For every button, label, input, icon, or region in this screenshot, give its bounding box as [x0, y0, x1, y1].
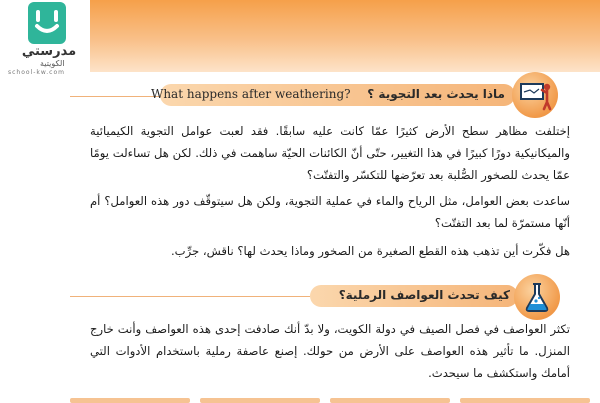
section1-header [150, 84, 515, 106]
section2-title: كيف تحدث العواصف الرملية؟ [338, 288, 510, 302]
section2-divider [70, 296, 310, 297]
section1-paragraph-2: ساعدت بعض العوامل، مثل الرياح والماء في عملية التجوية، ولكن هل سيتوقّف دور هذه العوامل؟ أم أنّها مستمرّة لما بعد التفتّت؟ [90, 194, 570, 230]
logo-name: مدرستي [21, 44, 77, 59]
teacher-board-icon [512, 72, 558, 118]
logo-mark-icon [28, 2, 66, 44]
bottom-tabs-strip [70, 398, 600, 403]
section1-paragraph-3: هل فكّرت أين تذهب هذه القطع الصغيرة من الصخور وماذا يحدث لها؟ ناقش، جرِّب. [171, 244, 570, 258]
logo-url: school-kw.com [8, 69, 65, 76]
section1-divider [70, 96, 160, 97]
logo-subtitle: الكويتية [40, 59, 65, 68]
header-band [90, 0, 600, 72]
section1-title-en: What happens after weathering? [150, 87, 351, 101]
section1-title-ar: ماذا يحدث بعد التجوية ؟ [367, 87, 505, 101]
site-logo[interactable] [4, 2, 90, 78]
section2-header [310, 285, 518, 307]
section2-paragraph: تكثر العواصف في فصل الصيف في دولة الكويت، ولا بدّ أنك صادفت إحدى هذه العواصف وأنت خارج المنزل. ما تأثير هذه العواصف على الأرض من حولك. إصنع عاصفة رملية باستخدام الأدوات التي أمامك واستكشف ما سيحدث. [90, 322, 570, 380]
section1-paragraph-1: إختلفت مظاهر سطح الأرض كثيرًا عمّا كانت عليه سابقًا. فقد لعبت عوامل التجوية الكيميائية والميكانيكية دورًا كبيرًا في هذا التغيير، حتّى أنّ الكائنات الحيّة ساهمت في ذلك. لكن هل تساءلت يومًا عمّا يحدث للصخور الصُّلبة بعد تعرّضها للتكسّر والتفتّت؟ [90, 124, 570, 182]
flask-icon [514, 274, 560, 320]
section1-title [151, 87, 505, 101]
